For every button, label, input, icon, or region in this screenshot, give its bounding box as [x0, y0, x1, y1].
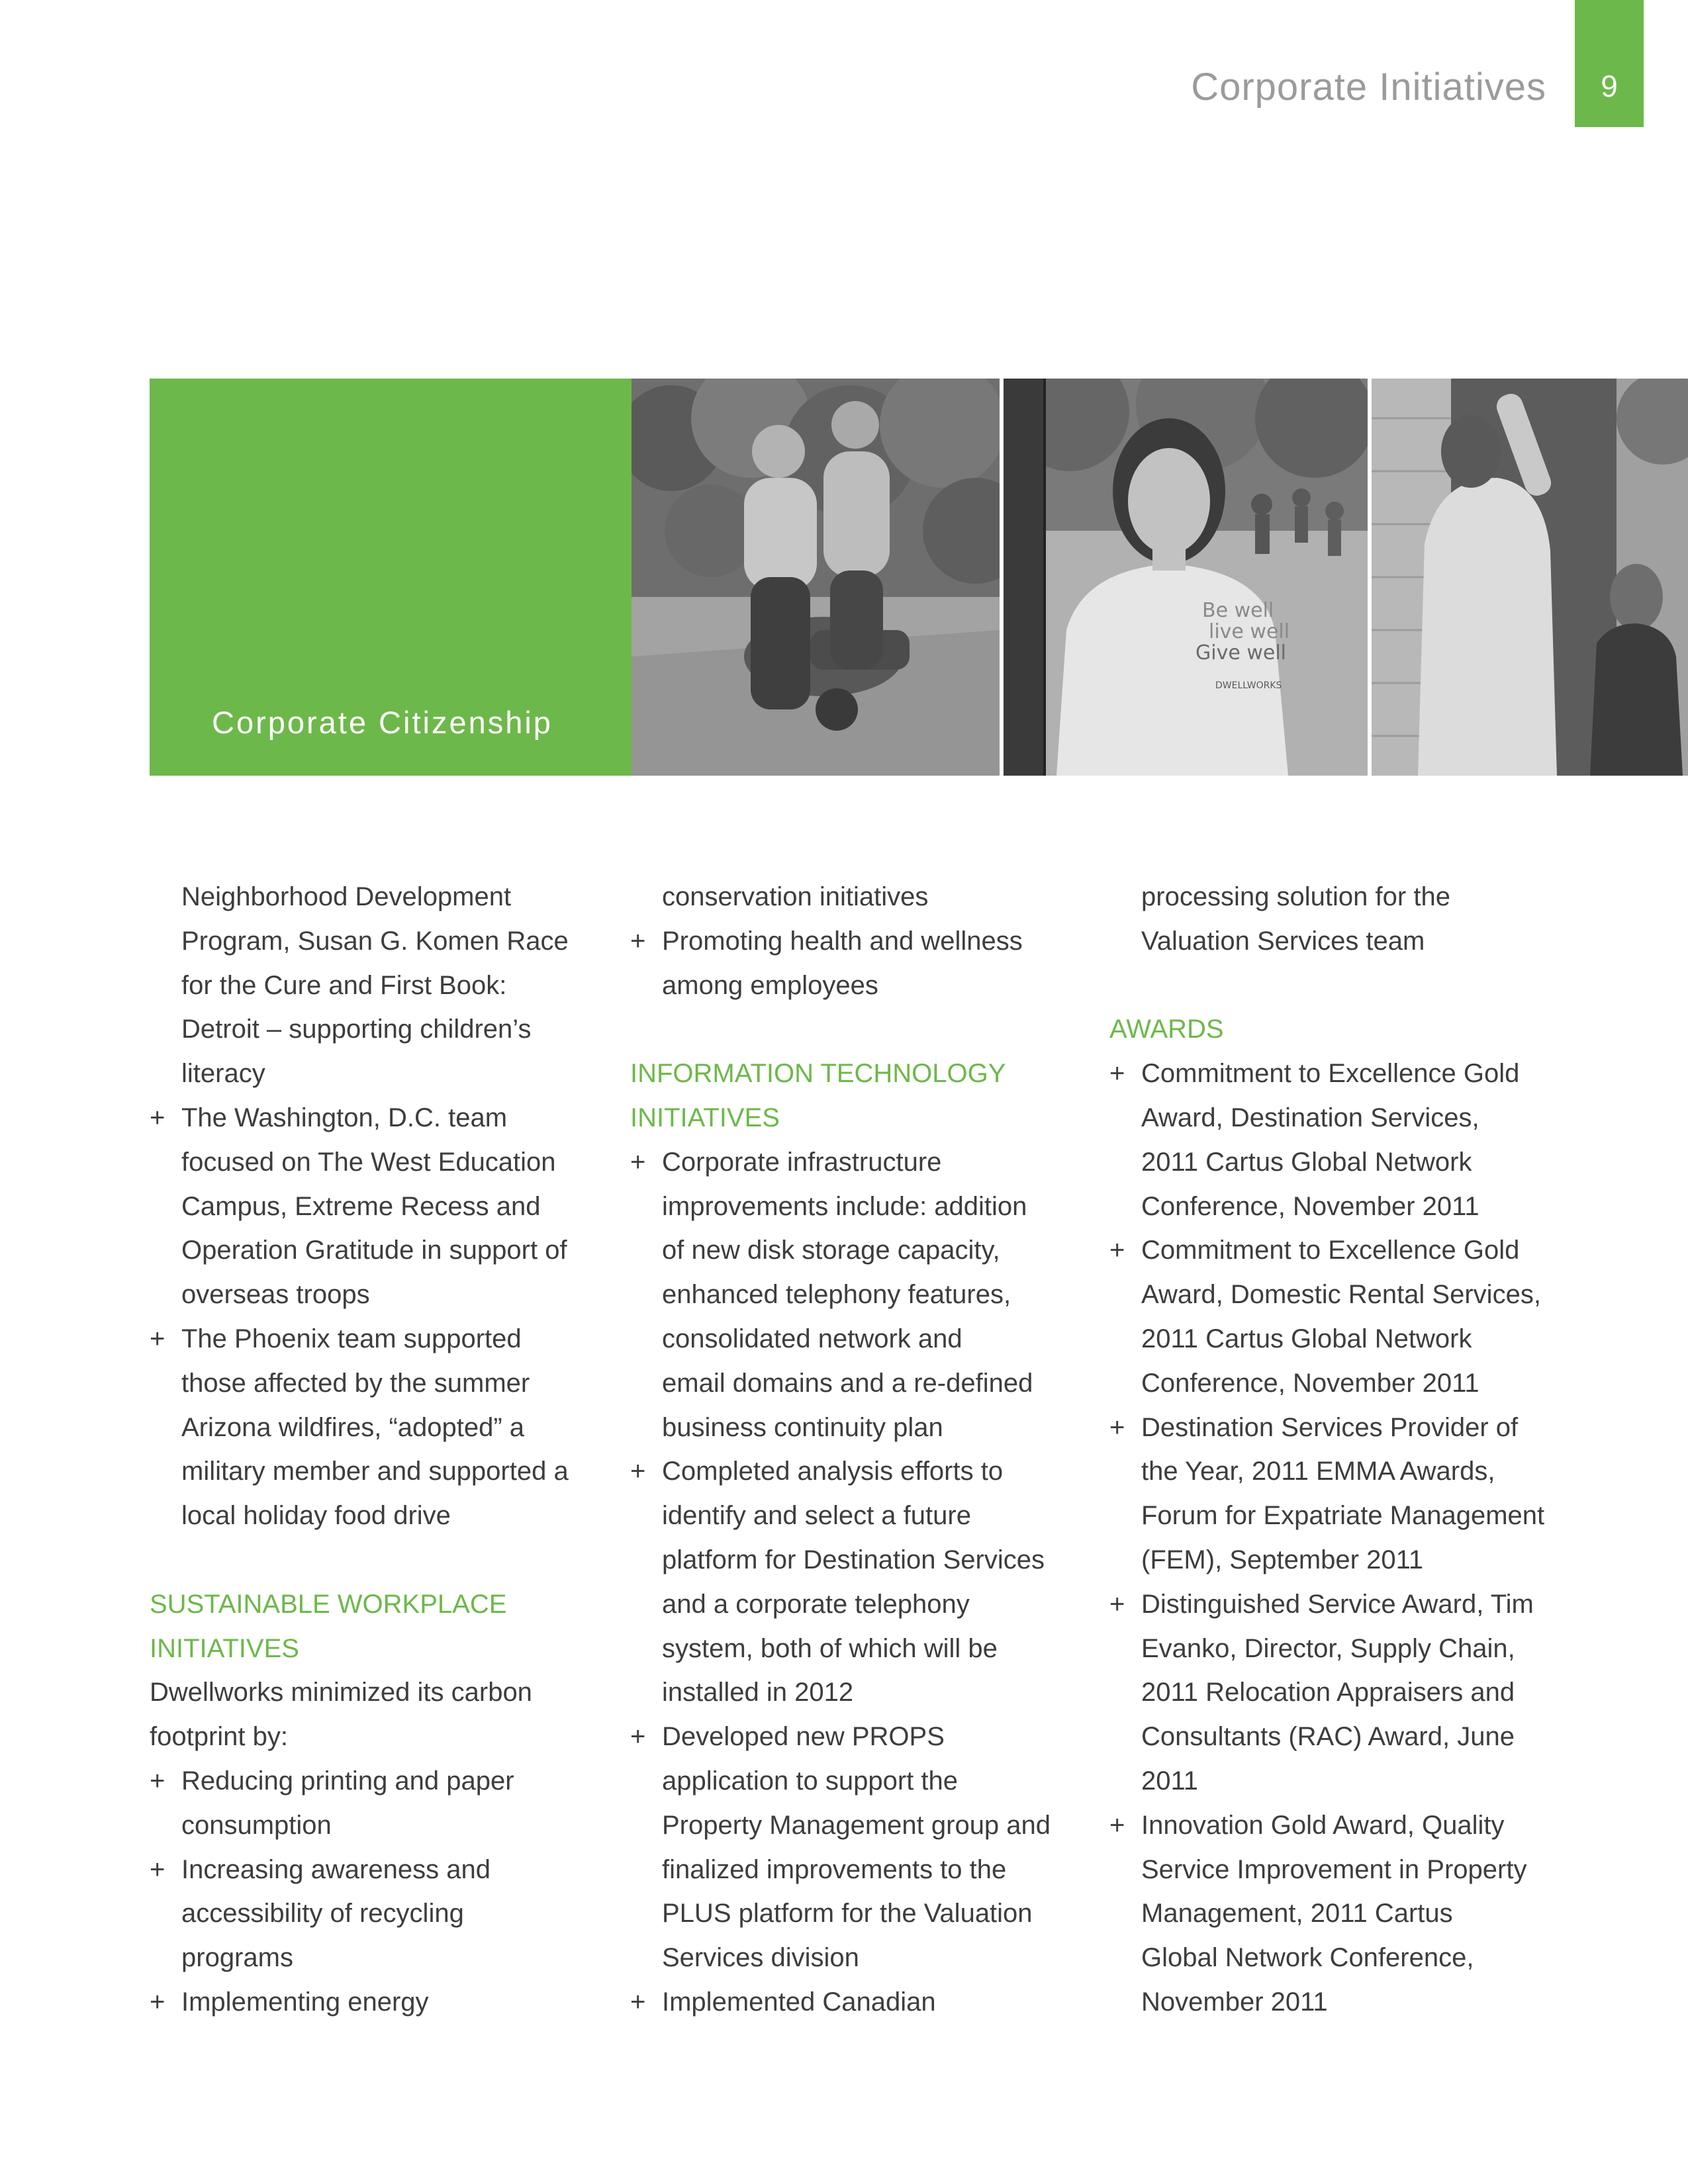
text-line: Neighborhood Development [181, 882, 512, 911]
shirt-brand: DWELLWORKS [1215, 680, 1282, 691]
bullet-text: Implementing energy [181, 1987, 429, 2017]
shirt-text-1: Be well [1202, 599, 1274, 622]
text-line: Conference, November 2011 [1141, 1191, 1479, 1221]
text-line: application to support the [662, 1766, 958, 1796]
text-line: 2011 Cartus Global Network [1141, 1147, 1472, 1177]
paragraph-gap [630, 1007, 1094, 1052]
banner-green-panel [150, 379, 632, 776]
plus-bullet-icon: + [1109, 1810, 1125, 1840]
bullet-text: Promoting health and wellness [662, 926, 1023, 956]
photo-volunteers-gardening [632, 379, 1000, 776]
bullet-text: Corporate infrastructure [662, 1147, 942, 1177]
text-line: 2011 Cartus Global Network [1141, 1324, 1472, 1353]
photo-volunteer-portrait [1004, 379, 1368, 776]
bullet-item [1109, 1406, 1573, 1450]
bullet-text: Implemented Canadian [662, 1987, 936, 2017]
bullet-text: Reducing printing and paper [181, 1766, 514, 1796]
text-line: Operation Gratitude in support of [181, 1236, 567, 1265]
text-line: Arizona wildfires, “adopted” a [181, 1412, 525, 1442]
section-title: Corporate Citizenship [212, 705, 553, 740]
bullet-item [150, 1759, 613, 1803]
text-line: installed in 2012 [662, 1678, 854, 1707]
text-line: finalized improvements to the [662, 1854, 1007, 1884]
text-line: business continuity plan [662, 1412, 943, 1442]
text-line: improvements include: addition [662, 1191, 1027, 1221]
section-banner [150, 379, 1688, 776]
text-line: Valuation Services team [1141, 926, 1425, 956]
bullet-text: Commitment to Excellence Gold [1141, 1236, 1520, 1265]
text-line: conservation initiatives [662, 882, 929, 911]
running-header-title: Corporate Initiatives [1191, 66, 1546, 109]
page-number-tab [1575, 0, 1644, 127]
plus-bullet-icon: + [1109, 1412, 1125, 1442]
bullet-item [150, 1980, 613, 2025]
text-column-middle [630, 875, 1094, 2025]
section-heading: INFORMATION TECHNOLOGY [630, 1059, 1006, 1089]
text-line: Conference, November 2011 [1141, 1368, 1479, 1398]
section-heading: INITIATIVES [630, 1103, 780, 1132]
bullet-item [630, 919, 1094, 964]
text-line: of new disk storage capacity, [662, 1236, 1000, 1265]
bullet-item [630, 1449, 1094, 1494]
text-line: enhanced telephony features, [662, 1280, 1011, 1310]
text-line: Detroit – supporting children’s [181, 1015, 532, 1044]
bullet-text: Innovation Gold Award, Quality [1141, 1810, 1505, 1840]
text-line: Services division [662, 1943, 859, 1973]
plus-bullet-icon: + [630, 1722, 646, 1752]
plus-bullet-icon: + [150, 1324, 165, 1353]
bullet-text: Developed new PROPS [662, 1722, 945, 1752]
text-line: PLUS platform for the Valuation [662, 1899, 1033, 1929]
text-line: Award, Domestic Rental Services, [1141, 1280, 1541, 1310]
text-line: Program, Susan G. Komen Race [181, 926, 569, 956]
text-column-left [150, 875, 613, 2025]
text-line: Service Improvement in Property [1141, 1854, 1527, 1884]
text-line: footprint by: [150, 1722, 289, 1752]
text-line: Forum for Expatriate Management [1141, 1501, 1545, 1531]
text-line: platform for Destination Services [662, 1545, 1045, 1574]
plus-bullet-icon: + [1109, 1059, 1125, 1089]
photo-volunteers-painting [1372, 379, 1688, 776]
text-line: consumption [181, 1810, 332, 1840]
section-heading: INITIATIVES [150, 1633, 299, 1663]
plus-bullet-icon: + [630, 1987, 646, 2017]
bullet-item [1109, 1228, 1573, 1273]
paragraph-gap [1109, 964, 1573, 1008]
bullet-text: Completed analysis efforts to [662, 1457, 1004, 1486]
text-line: Campus, Extreme Recess and [181, 1191, 541, 1221]
text-line: email domains and a re-defined [662, 1368, 1033, 1398]
text-line: local holiday food drive [181, 1501, 451, 1531]
text-line: literacy [181, 1059, 265, 1089]
bullet-text: Distinguished Service Award, Tim [1141, 1589, 1534, 1619]
section-heading: SUSTAINABLE WORKPLACE [150, 1589, 507, 1619]
bullet-item [150, 1848, 613, 1892]
text-line: 2011 [1141, 1766, 1199, 1796]
bullet-item [630, 1980, 1094, 2025]
text-line: Evanko, Director, Supply Chain, [1141, 1633, 1515, 1663]
text-line: among employees [662, 970, 878, 1000]
text-line: overseas troops [181, 1280, 370, 1310]
text-line: processing solution for the [1141, 882, 1450, 911]
text-line: those affected by the summer [181, 1368, 530, 1398]
text-line: Property Management group and [662, 1810, 1051, 1840]
text-line: and a corporate telephony [662, 1589, 970, 1619]
bullet-text: Increasing awareness and [181, 1854, 491, 1884]
text-line: (FEM), September 2011 [1141, 1545, 1424, 1574]
plus-bullet-icon: + [1109, 1589, 1125, 1619]
bullet-item [150, 1317, 613, 1361]
paragraph-gap [150, 1538, 613, 1582]
plus-bullet-icon: + [150, 1854, 165, 1884]
bullet-text: Commitment to Excellence Gold [1141, 1059, 1520, 1089]
bullet-item [1109, 1582, 1573, 1627]
text-line: for the Cure and First Book: [181, 970, 507, 1000]
bullet-text: The Washington, D.C. team [181, 1103, 508, 1132]
text-line: programs [181, 1943, 293, 1973]
bullet-item [150, 1096, 613, 1140]
text-line: November 2011 [1141, 1987, 1328, 2017]
bullet-item [630, 1715, 1094, 1759]
plus-bullet-icon: + [150, 1103, 165, 1132]
plus-bullet-icon: + [630, 1147, 646, 1177]
text-line: Consultants (RAC) Award, June [1141, 1722, 1515, 1752]
text-line: Management, 2011 Cartus [1141, 1899, 1453, 1929]
text-line: Global Network Conference, [1141, 1943, 1474, 1973]
text-line: system, both of which will be [662, 1633, 998, 1663]
text-line: consolidated network and [662, 1324, 962, 1353]
text-line: Award, Destination Services, [1141, 1103, 1479, 1132]
plus-bullet-icon: + [150, 1766, 165, 1796]
section-heading: AWARDS [1109, 1015, 1224, 1044]
bullet-item [1109, 1052, 1573, 1096]
text-line: 2011 Relocation Appraisers and [1141, 1678, 1515, 1707]
plus-bullet-icon: + [630, 926, 646, 956]
text-column-right [1109, 875, 1573, 2025]
bullet-text: The Phoenix team supported [181, 1324, 522, 1353]
shirt-text-3: Give well [1196, 641, 1286, 664]
plus-bullet-icon: + [630, 1457, 646, 1486]
bullet-item [1109, 1803, 1573, 1848]
page-number: 9 [1601, 69, 1618, 103]
plus-bullet-icon: + [1109, 1236, 1125, 1265]
text-line: identify and select a future [662, 1501, 971, 1531]
text-line: Dwellworks minimized its carbon [150, 1678, 532, 1707]
text-line: the Year, 2011 EMMA Awards, [1141, 1457, 1495, 1486]
bullet-item [630, 1140, 1094, 1185]
bullet-text: Destination Services Provider of [1141, 1412, 1519, 1442]
text-line: military member and supported a [181, 1457, 569, 1486]
plus-bullet-icon: + [150, 1987, 165, 2017]
text-line: focused on The West Education [181, 1147, 556, 1177]
shirt-text-2: live well [1209, 620, 1290, 643]
text-line: accessibility of recycling [181, 1899, 464, 1929]
